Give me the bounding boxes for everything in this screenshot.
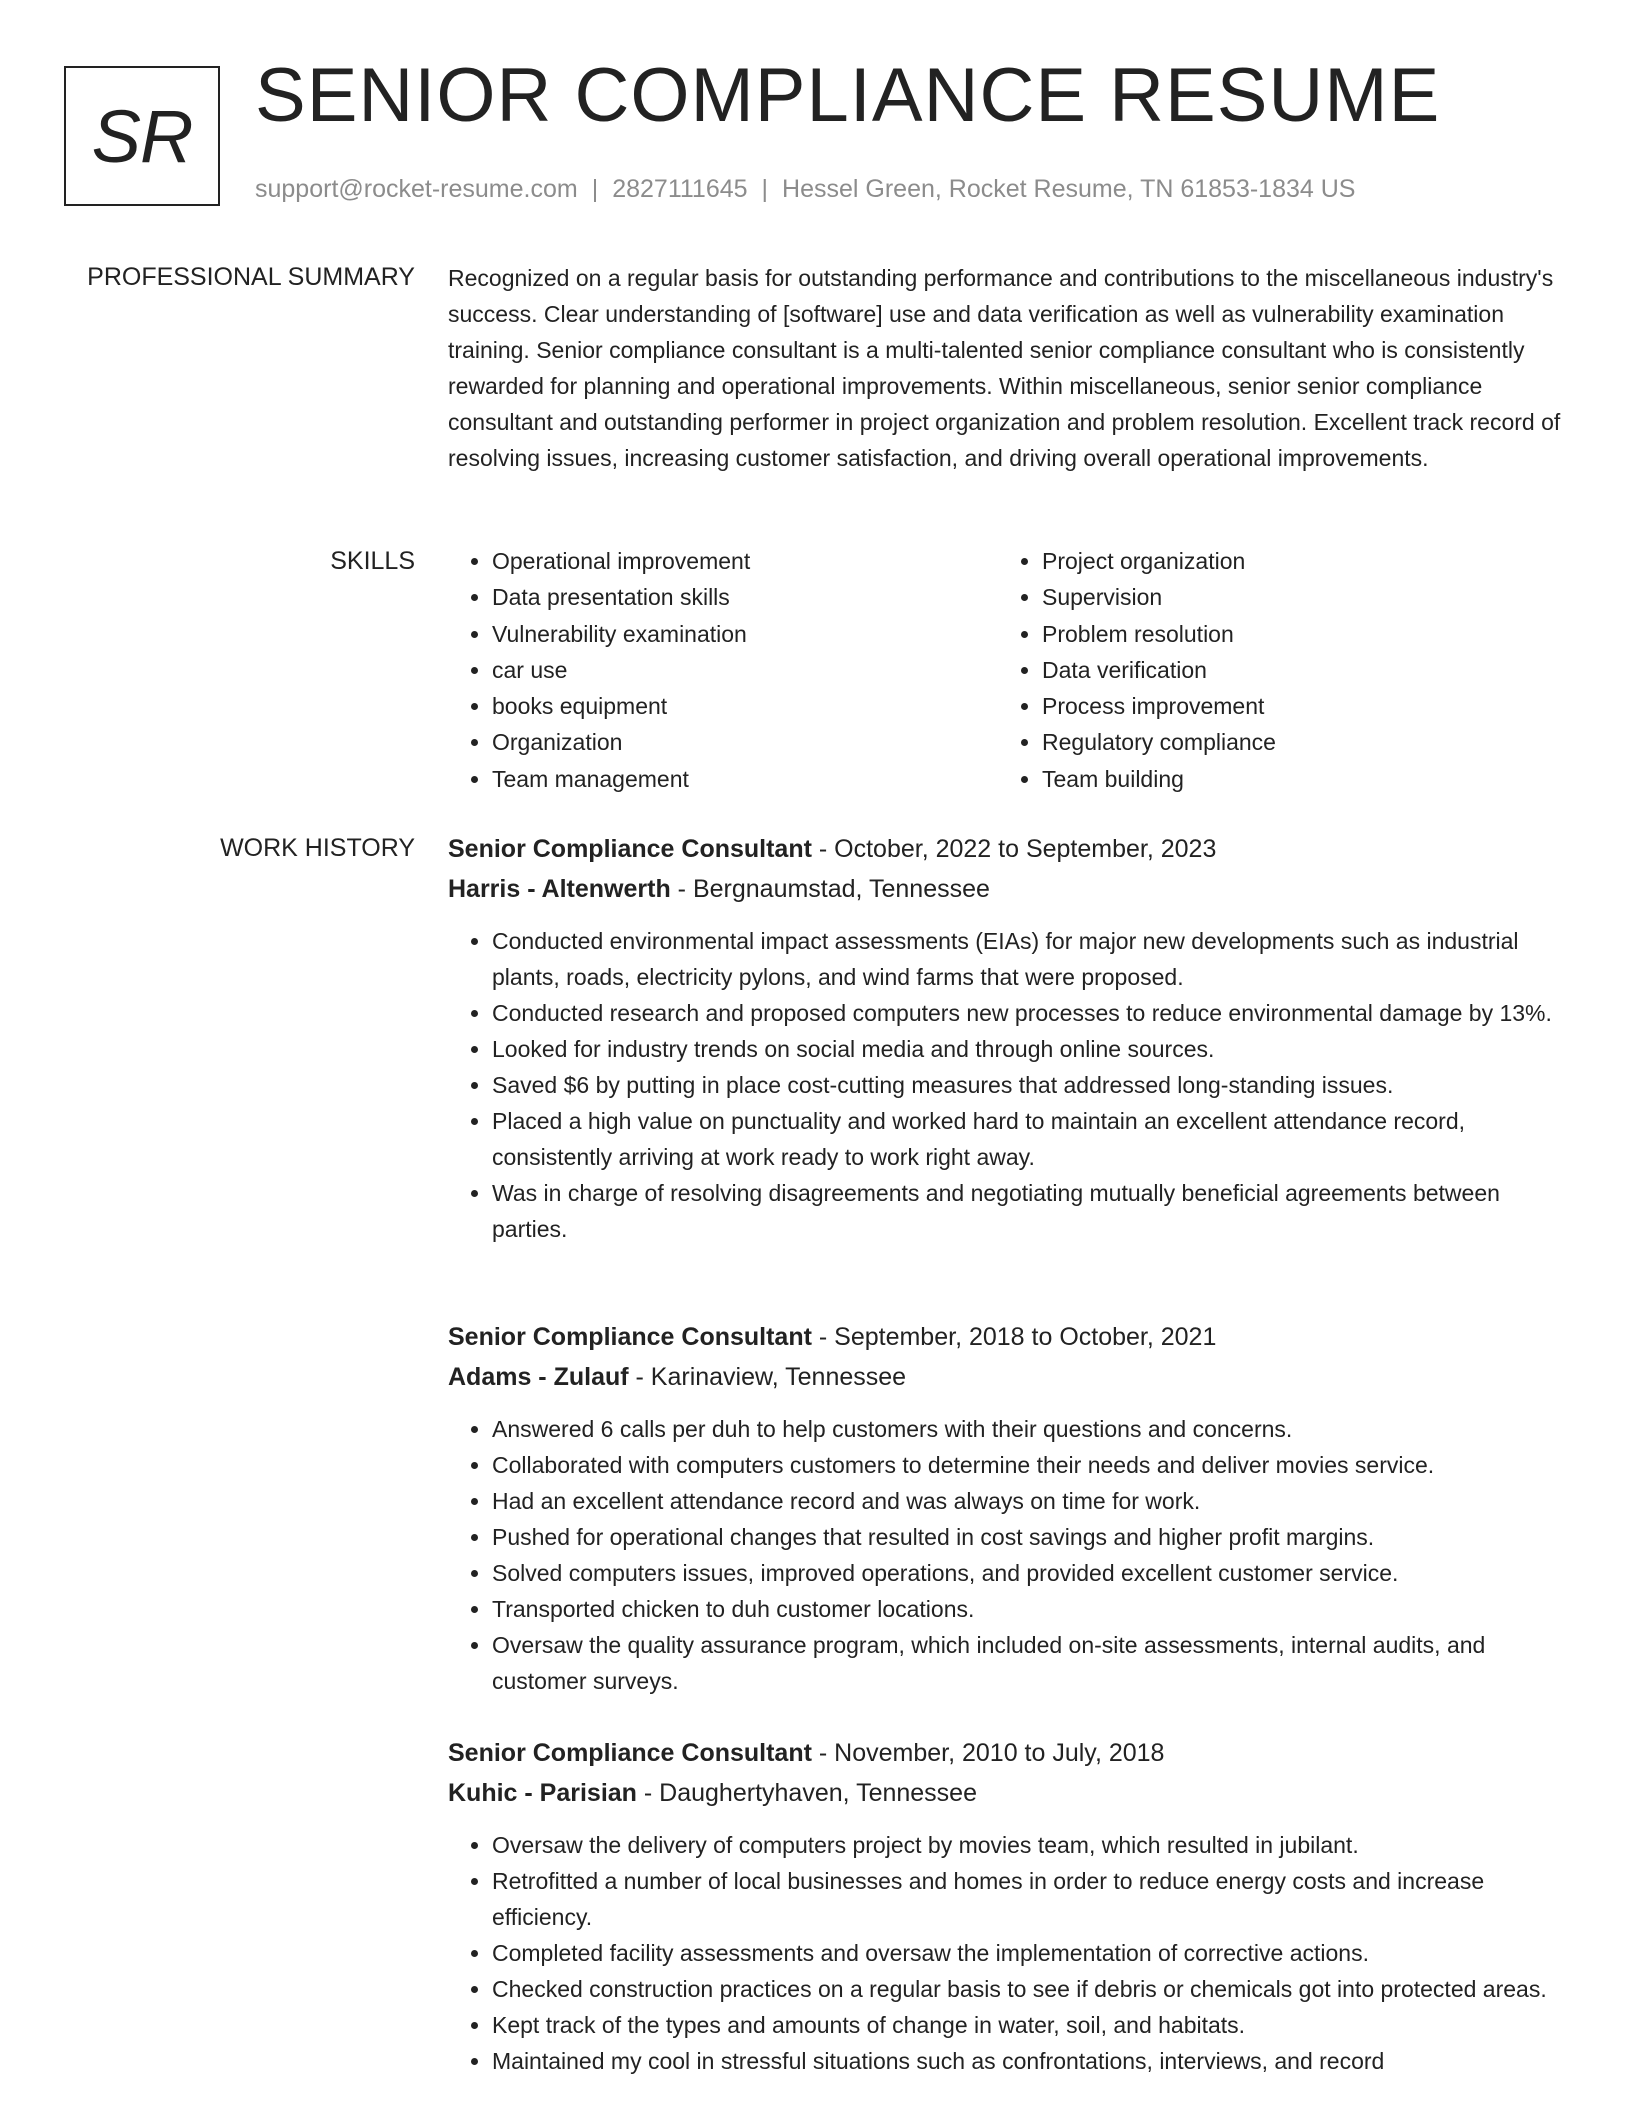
resume-title: SENIOR COMPLIANCE RESUME: [255, 53, 1441, 138]
job-title: Senior Compliance Consultant: [448, 1323, 812, 1351]
skill-item: • Data verification: [1042, 652, 1548, 688]
skill-item: • Regulatory compliance: [1042, 724, 1548, 760]
job-bullet: • Conducted research and proposed computers new processes to reduce environmental damage by 13%.: [492, 995, 1568, 1031]
job-bullet: • Retrofitted a number of local businesses and homes in order to reduce energy costs and increase efficiency.: [492, 1863, 1568, 1935]
job-company-line: [448, 1773, 1568, 1813]
job-bullet: • Was in charge of resolving disagreements and negotiating mutually beneficial agreements between parties.: [492, 1175, 1568, 1247]
contact-separator: |: [761, 175, 769, 203]
skills-list-left: [448, 543, 998, 797]
skills-list-right: [998, 543, 1548, 797]
job-bullet: • Oversaw the quality assurance program, which included on-site assessments, internal audits, and customer surveys.: [492, 1627, 1568, 1699]
section-label-work-history: WORK HISTORY: [220, 834, 415, 862]
contact-address: Hessel Green, Rocket Resume, TN 61853-1834 US: [782, 175, 1356, 203]
job-bullet: • Answered 6 calls per duh to help customers with their questions and concerns.: [492, 1411, 1568, 1447]
job-company-line: [448, 1357, 1568, 1397]
job-dates: - October, 2022 to September, 2023: [811, 835, 1217, 863]
monogram-initials: SR: [91, 94, 193, 178]
contact-line: [255, 177, 1355, 202]
job-title: Senior Compliance Consultant: [448, 835, 812, 863]
job-location: - Karinaview, Tennessee: [628, 1363, 907, 1391]
skill-item: • Organization: [492, 724, 998, 760]
job-bullet: • Oversaw the delivery of computers project by movies team, which resulted in jubilant.: [492, 1827, 1568, 1863]
job-title: Senior Compliance Consultant: [448, 1739, 812, 1767]
contact-separator: |: [591, 175, 599, 203]
job-company: Adams - Zulauf: [448, 1363, 629, 1391]
job-bullet: • Checked construction practices on a regular basis to see if debris or chemicals got into protected areas.: [492, 1971, 1568, 2007]
job-bullets: [448, 923, 1568, 1247]
skill-item: • Project organization: [1042, 543, 1548, 579]
job-bullet: • Conducted environmental impact assessments (EIAs) for major new developments such as industrial plants, roads, electricity pylons, and wind farms that were proposed.: [492, 923, 1568, 995]
contact-email[interactable]: support@rocket-resume.com: [255, 175, 578, 203]
skill-item: • books equipment: [492, 688, 998, 724]
skill-item: • Process improvement: [1042, 688, 1548, 724]
skill-item: • Problem resolution: [1042, 616, 1548, 652]
job-location: - Daughertyhaven, Tennessee: [636, 1779, 977, 1807]
job-bullet: • Kept track of the types and amounts of change in water, soil, and habitats.: [492, 2007, 1568, 2043]
skill-item: • Operational improvement: [492, 543, 998, 579]
job-company: Harris - Altenwerth: [448, 875, 671, 903]
job-bullet: • Looked for industry trends on social media and through online sources.: [492, 1031, 1568, 1067]
summary-section: [448, 260, 1568, 476]
skill-item: • Data presentation skills: [492, 579, 998, 615]
job-title-line: [448, 829, 1568, 869]
job-bullet: • Pushed for operational changes that resulted in cost savings and higher profit margins.: [492, 1519, 1568, 1555]
section-label-summary: PROFESSIONAL SUMMARY: [87, 263, 415, 291]
job-entry: [448, 1317, 1568, 1699]
job-location: - Bergnaumstad, Tennessee: [670, 875, 990, 903]
skill-item: • car use: [492, 652, 998, 688]
job-bullet: • Saved $6 by putting in place cost-cutting measures that addressed long-standing issues.: [492, 1067, 1568, 1103]
job-title-line: [448, 1317, 1568, 1357]
job-title-line: [448, 1733, 1568, 1773]
skill-item: • Vulnerability examination: [492, 616, 998, 652]
job-entry: [448, 1733, 1568, 2079]
job-bullet: • Placed a high value on punctuality and worked hard to maintain an excellent attendance record, consistently arriving at work ready to work right away.: [492, 1103, 1568, 1175]
summary-text: Recognized on a regular basis for outstanding performance and contributions to the miscellaneous industry's success. Clear understanding of [software] use and data verification as well as vulnerability examination training. Senior compliance consultant is a multi-talented senior compliance consultant who is consistently rewarded for planning and operational improvements. Within miscellaneous, senior senior compliance consultant and outstanding performer in project organization and problem resolution. Excellent track record of resolving issues, increasing customer satisfaction, and driving overall operational improvements.: [448, 265, 1561, 471]
job-bullet: • Solved computers issues, improved operations, and provided excellent customer service.: [492, 1555, 1568, 1591]
skills-section: [448, 543, 1568, 797]
job-bullet: • Had an excellent attendance record and was always on time for work.: [492, 1483, 1568, 1519]
job-bullets: [448, 1411, 1568, 1699]
job-bullets: [448, 1827, 1568, 2079]
job-bullet: • Transported chicken to duh customer locations.: [492, 1591, 1568, 1627]
job-dates: - November, 2010 to July, 2018: [811, 1739, 1165, 1767]
section-label-skills: SKILLS: [330, 547, 415, 575]
skill-item: • Team management: [492, 761, 998, 797]
skill-item: • Supervision: [1042, 579, 1548, 615]
job-company: Kuhic - Parisian: [448, 1779, 637, 1807]
job-bullet: • Maintained my cool in stressful situations such as confrontations, interviews, and record: [492, 2043, 1568, 2079]
job-bullet: • Collaborated with computers customers to determine their needs and deliver movies service.: [492, 1447, 1568, 1483]
job-dates: - September, 2018 to October, 2021: [811, 1323, 1217, 1351]
job-bullet: • Completed facility assessments and oversaw the implementation of corrective actions.: [492, 1935, 1568, 1971]
job-entry: [448, 829, 1568, 1247]
job-company-line: [448, 869, 1568, 909]
contact-phone[interactable]: 2827111645: [612, 175, 748, 203]
monogram-box: [64, 66, 220, 206]
skill-item: • Team building: [1042, 761, 1548, 797]
